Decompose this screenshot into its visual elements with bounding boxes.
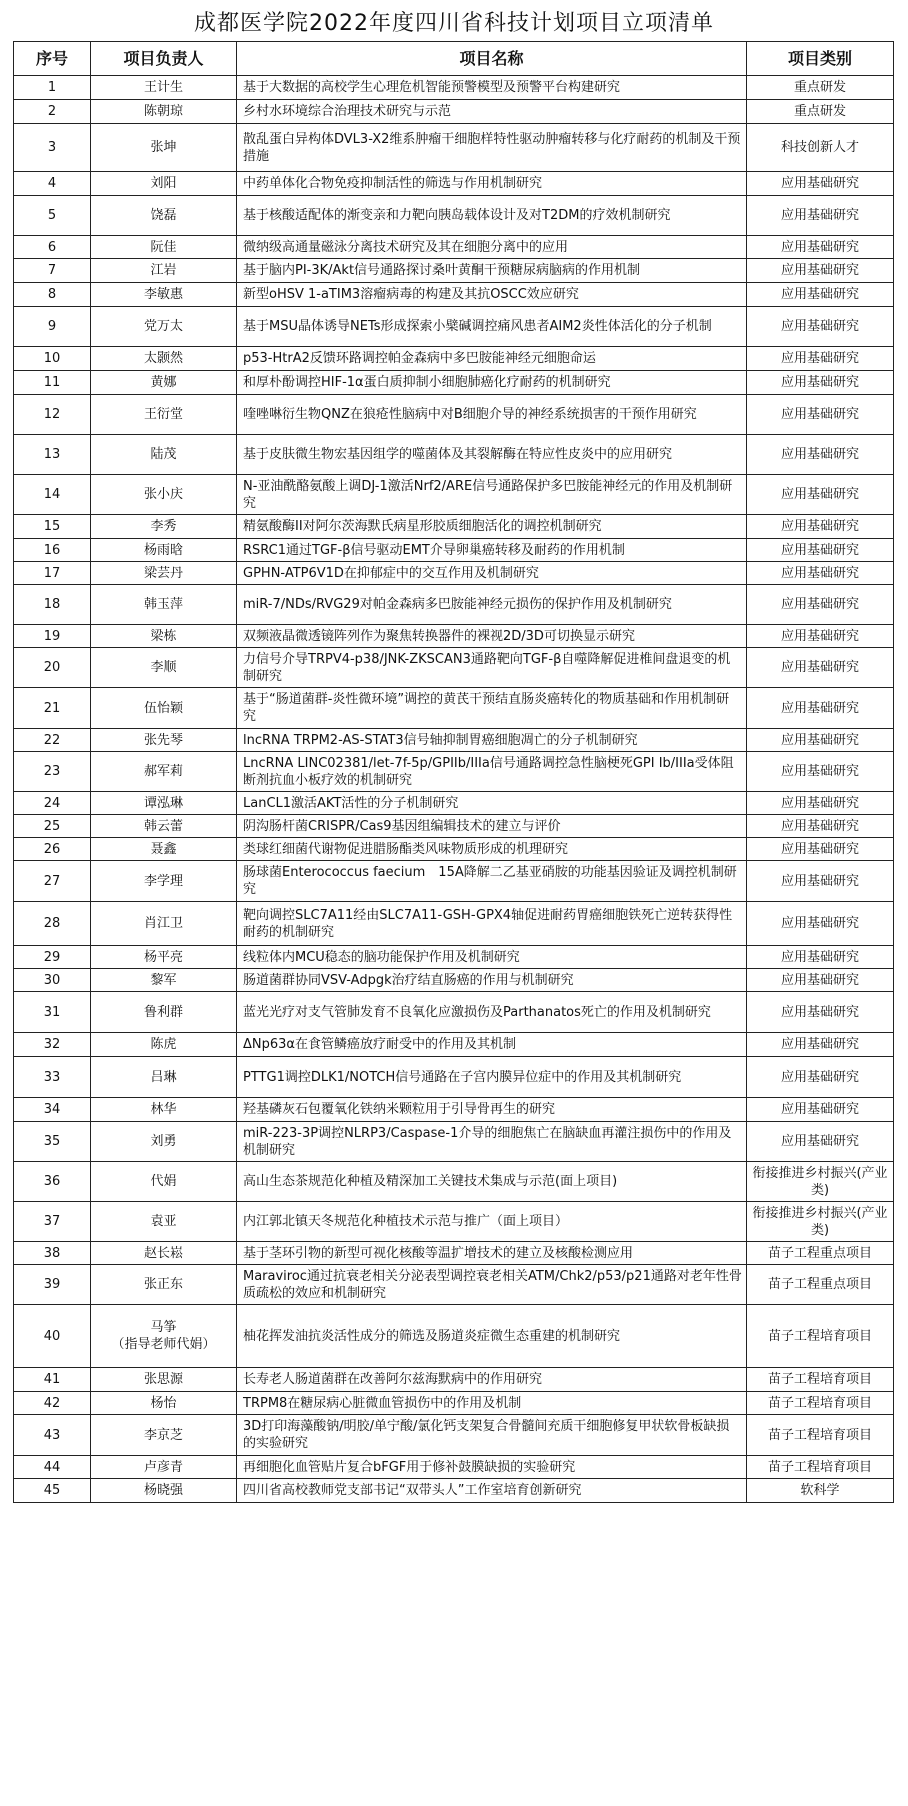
row-category: 应用基础研究 <box>747 395 894 435</box>
table-row <box>14 625 894 648</box>
row-category: 苗子工程培育项目 <box>747 1305 894 1368</box>
row-category: 应用基础研究 <box>747 946 894 969</box>
row-person: 张思源 <box>91 1368 237 1392</box>
row-project-name: 乡村水环境综合治理技术研究与示范 <box>237 100 747 124</box>
table-row <box>14 1265 894 1305</box>
row-person: 聂鑫 <box>91 838 237 861</box>
row-category: 应用基础研究 <box>747 648 894 688</box>
row-category: 应用基础研究 <box>747 815 894 838</box>
row-category: 应用基础研究 <box>747 515 894 539</box>
row-project-name: 肠道菌群协同VSV-Adpgk治疗结直肠癌的作用与机制研究 <box>237 969 747 992</box>
row-project-name: 基于“肠道菌群-炎性微环境”调控的黄芪干预结直肠炎癌转化的物质基础和作用机制研究 <box>237 688 747 729</box>
row-person: 肖江卫 <box>91 902 237 946</box>
row-number: 17 <box>14 562 91 585</box>
table-row <box>14 283 894 307</box>
row-project-name: 靶向调控SLC7A11经由SLC7A11-GSH-GPX4轴促进耐药胃癌细胞铁死亡逆转获得性耐药的机制研究 <box>237 902 747 946</box>
table-row <box>14 902 894 946</box>
row-number: 14 <box>14 475 91 515</box>
row-person: 黎军 <box>91 969 237 992</box>
table-header-row <box>14 42 894 76</box>
row-person: 谭泓琳 <box>91 792 237 815</box>
row-project-name: 中药单体化合物免疫抑制活性的筛选与作用机制研究 <box>237 172 747 196</box>
row-category: 应用基础研究 <box>747 902 894 946</box>
row-category: 苗子工程培育项目 <box>747 1392 894 1415</box>
table-row <box>14 435 894 475</box>
row-category: 苗子工程培育项目 <box>747 1415 894 1456</box>
table-row <box>14 688 894 729</box>
table-row <box>14 1305 894 1368</box>
row-project-name: 类球红细菌代谢物促进腊肠酯类风味物质形成的机理研究 <box>237 838 747 861</box>
row-project-name: 再细胞化血管贴片复合bFGF用于修补鼓膜缺损的实验研究 <box>237 1456 747 1479</box>
row-person: 陈朝琼 <box>91 100 237 124</box>
header-person: 项目负责人 <box>91 42 237 76</box>
row-category: 应用基础研究 <box>747 625 894 648</box>
row-person: 杨平亮 <box>91 946 237 969</box>
row-person: 马筝 （指导老师代娟） <box>91 1305 237 1368</box>
row-category: 应用基础研究 <box>747 475 894 515</box>
row-person: 饶磊 <box>91 196 237 236</box>
row-category: 衔接推进乡村振兴(产业类) <box>747 1162 894 1202</box>
row-project-name: miR-223-3P调控NLRP3/Caspase-1介导的细胞焦亡在脑缺血再灌注损伤中的作用及机制研究 <box>237 1122 747 1162</box>
table-row <box>14 1202 894 1242</box>
row-person: 李顺 <box>91 648 237 688</box>
row-category: 重点研发 <box>747 100 894 124</box>
row-number: 5 <box>14 196 91 236</box>
table-row <box>14 1057 894 1098</box>
row-project-name: LanCL1激活AKT活性的分子机制研究 <box>237 792 747 815</box>
row-person: 林华 <box>91 1098 237 1122</box>
header-project: 项目名称 <box>237 42 747 76</box>
table-row <box>14 100 894 124</box>
row-category: 应用基础研究 <box>747 435 894 475</box>
table-row <box>14 76 894 100</box>
row-number: 38 <box>14 1242 91 1265</box>
row-person: 杨晓强 <box>91 1479 237 1503</box>
row-project-name: miR-7/NDs/RVG29对帕金森病多巴胺能神经元损伤的保护作用及机制研究 <box>237 585 747 625</box>
table-row <box>14 648 894 688</box>
row-project-name: 柚花挥发油抗炎活性成分的筛选及肠道炎症微生态重建的机制研究 <box>237 1305 747 1368</box>
row-number: 42 <box>14 1392 91 1415</box>
row-person: 韩云蕾 <box>91 815 237 838</box>
row-project-name: LncRNA LINC02381/let-7f-5p/GPIIb/IIIa信号通路调控急性脑梗死GPI Ib/IIIa受体阻断剂抗血小板疗效的机制研究 <box>237 752 747 792</box>
row-person: 阮佳 <box>91 236 237 259</box>
row-project-name: 喹唑啉衍生物QNZ在狼疮性脑病中对B细胞介导的神经系统损害的干预作用研究 <box>237 395 747 435</box>
row-number: 36 <box>14 1162 91 1202</box>
row-project-name: 阴沟肠杆菌CRISPR/Cas9基因组编辑技术的建立与评价 <box>237 815 747 838</box>
row-project-name: 基于脑内PI-3K/Akt信号通路探讨桑叶黄酮干预糖尿病脑病的作用机制 <box>237 259 747 283</box>
row-project-name: 四川省高校教师党支部书记“双带头人”工作室培育创新研究 <box>237 1479 747 1503</box>
row-number: 16 <box>14 539 91 562</box>
row-number: 32 <box>14 1033 91 1057</box>
row-number: 25 <box>14 815 91 838</box>
row-category: 苗子工程重点项目 <box>747 1242 894 1265</box>
row-person: 赵长崧 <box>91 1242 237 1265</box>
row-person: 鲁利群 <box>91 992 237 1033</box>
table-row <box>14 124 894 172</box>
table-row <box>14 838 894 861</box>
row-number: 6 <box>14 236 91 259</box>
row-category: 应用基础研究 <box>747 371 894 395</box>
row-number: 43 <box>14 1415 91 1456</box>
row-category: 应用基础研究 <box>747 236 894 259</box>
table-row <box>14 1122 894 1162</box>
row-project-name: 基于核酸适配体的渐变亲和力靶向胰岛载体设计及对T2DM的疗效机制研究 <box>237 196 747 236</box>
row-category: 应用基础研究 <box>747 838 894 861</box>
row-number: 37 <box>14 1202 91 1242</box>
table-row <box>14 475 894 515</box>
row-number: 28 <box>14 902 91 946</box>
table-row <box>14 347 894 371</box>
row-category: 应用基础研究 <box>747 196 894 236</box>
table-row <box>14 259 894 283</box>
row-number: 11 <box>14 371 91 395</box>
row-person: 太颢然 <box>91 347 237 371</box>
row-project-name: 羟基磷灰石包覆氧化铁纳米颗粒用于引导骨再生的研究 <box>237 1098 747 1122</box>
table-body <box>14 76 894 1503</box>
row-person: 郝军莉 <box>91 752 237 792</box>
row-person: 李敏惠 <box>91 283 237 307</box>
row-category: 应用基础研究 <box>747 1057 894 1098</box>
row-project-name: 基于MSU晶体诱导NETs形成探索小檗碱调控痛风患者AIM2炎性体活化的分子机制 <box>237 307 747 347</box>
row-category: 应用基础研究 <box>747 585 894 625</box>
row-person: 梁芸丹 <box>91 562 237 585</box>
row-category: 应用基础研究 <box>747 562 894 585</box>
row-number: 18 <box>14 585 91 625</box>
table-row <box>14 992 894 1033</box>
row-person: 王衍堂 <box>91 395 237 435</box>
row-number: 7 <box>14 259 91 283</box>
row-number: 35 <box>14 1122 91 1162</box>
row-person: 江岩 <box>91 259 237 283</box>
row-person: 黄娜 <box>91 371 237 395</box>
row-project-name: GPHN-ATP6V1D在抑郁症中的交互作用及机制研究 <box>237 562 747 585</box>
row-project-name: 3D打印海藻酸钠/明胶/单宁酸/氯化钙支架复合骨髓间充质干细胞修复甲状软骨板缺损的实验研究 <box>237 1415 747 1456</box>
row-person: 代娟 <box>91 1162 237 1202</box>
row-number: 1 <box>14 76 91 100</box>
row-project-name: 蓝光光疗对支气管肺发育不良氧化应激损伤及Parthanatos死亡的作用及机制研究 <box>237 992 747 1033</box>
table-row <box>14 371 894 395</box>
table-row <box>14 585 894 625</box>
row-number: 4 <box>14 172 91 196</box>
row-number: 20 <box>14 648 91 688</box>
row-number: 41 <box>14 1368 91 1392</box>
row-number: 45 <box>14 1479 91 1503</box>
row-person: 张小庆 <box>91 475 237 515</box>
table-row <box>14 752 894 792</box>
row-number: 27 <box>14 861 91 902</box>
table-row <box>14 1368 894 1392</box>
row-number: 10 <box>14 347 91 371</box>
row-project-name: 高山生态茶规范化种植及精深加工关键技术集成与示范(面上项目) <box>237 1162 747 1202</box>
row-project-name: ΔNp63α在食管鳞癌放疗耐受中的作用及其机制 <box>237 1033 747 1057</box>
row-category: 苗子工程重点项目 <box>747 1265 894 1305</box>
row-category: 应用基础研究 <box>747 172 894 196</box>
row-project-name: TRPM8在糖尿病心脏微血管损伤中的作用及机制 <box>237 1392 747 1415</box>
row-project-name: 微纳级高通量磁泳分离技术研究及其在细胞分离中的应用 <box>237 236 747 259</box>
row-person: 韩玉萍 <box>91 585 237 625</box>
row-person: 刘勇 <box>91 1122 237 1162</box>
row-person: 李秀 <box>91 515 237 539</box>
table-row <box>14 562 894 585</box>
row-category: 应用基础研究 <box>747 688 894 729</box>
row-number: 19 <box>14 625 91 648</box>
row-category: 应用基础研究 <box>747 752 894 792</box>
row-project-name: 力信号介导TRPV4-p38/JNK-ZKSCAN3通路靶向TGF-β自噬降解促进椎间盘退变的机制研究 <box>237 648 747 688</box>
row-project-name: 线粒体内MCU稳态的脑功能保护作用及机制研究 <box>237 946 747 969</box>
table-row <box>14 1456 894 1479</box>
row-number: 26 <box>14 838 91 861</box>
row-category: 应用基础研究 <box>747 283 894 307</box>
row-category: 应用基础研究 <box>747 969 894 992</box>
table-row <box>14 236 894 259</box>
row-project-name: p53-HtrA2反馈环路调控帕金森病中多巴胺能神经元细胞命运 <box>237 347 747 371</box>
row-number: 15 <box>14 515 91 539</box>
row-category: 苗子工程培育项目 <box>747 1368 894 1392</box>
row-person: 杨雨晗 <box>91 539 237 562</box>
row-person: 陈虎 <box>91 1033 237 1057</box>
row-project-name: 精氨酸酶II对阿尔茨海默氏病星形胶质细胞活化的调控机制研究 <box>237 515 747 539</box>
row-person: 袁亚 <box>91 1202 237 1242</box>
row-category: 软科学 <box>747 1479 894 1503</box>
table-row <box>14 1098 894 1122</box>
project-table <box>13 41 894 1503</box>
row-category: 应用基础研究 <box>747 259 894 283</box>
row-project-name: 长寿老人肠道菌群在改善阿尔兹海默病中的作用研究 <box>237 1368 747 1392</box>
row-person: 党万太 <box>91 307 237 347</box>
row-project-name: Maraviroc通过抗衰老相关分泌表型调控衰老相关ATM/Chk2/p53/p21通路对老年性骨质疏松的效应和机制研究 <box>237 1265 747 1305</box>
row-category: 应用基础研究 <box>747 992 894 1033</box>
row-person: 伍怡颖 <box>91 688 237 729</box>
row-project-name: N-亚油酰酪氨酸上调DJ-1激活Nrf2/ARE信号通路保护多巴胺能神经元的作用及机制研究 <box>237 475 747 515</box>
row-project-name: 散乱蛋白异构体DVL3-X2维系肿瘤干细胞样特性驱动肿瘤转移与化疗耐药的机制及干预措施 <box>237 124 747 172</box>
row-number: 30 <box>14 969 91 992</box>
row-person: 李京芝 <box>91 1415 237 1456</box>
row-category: 应用基础研究 <box>747 347 894 371</box>
row-category: 应用基础研究 <box>747 792 894 815</box>
row-number: 40 <box>14 1305 91 1368</box>
table-row <box>14 1242 894 1265</box>
row-number: 21 <box>14 688 91 729</box>
table-row <box>14 792 894 815</box>
document-title: 成都医学院2022年度四川省科技计划项目立项清单 <box>194 11 714 36</box>
row-number: 29 <box>14 946 91 969</box>
table-row <box>14 539 894 562</box>
table-row <box>14 946 894 969</box>
table-row <box>14 172 894 196</box>
row-person: 张正东 <box>91 1265 237 1305</box>
row-number: 2 <box>14 100 91 124</box>
row-category: 应用基础研究 <box>747 1033 894 1057</box>
row-number: 33 <box>14 1057 91 1098</box>
table-row <box>14 395 894 435</box>
table-row <box>14 515 894 539</box>
row-person: 张坤 <box>91 124 237 172</box>
row-person: 梁栋 <box>91 625 237 648</box>
row-project-name: 双频液晶微透镜阵列作为聚焦转换器件的裸视2D/3D可切换显示研究 <box>237 625 747 648</box>
row-category: 重点研发 <box>747 76 894 100</box>
row-number: 22 <box>14 729 91 752</box>
row-number: 12 <box>14 395 91 435</box>
row-person: 卢彦青 <box>91 1456 237 1479</box>
row-number: 39 <box>14 1265 91 1305</box>
row-category: 应用基础研究 <box>747 307 894 347</box>
row-person: 王计生 <box>91 76 237 100</box>
row-person: 杨怡 <box>91 1392 237 1415</box>
table-row <box>14 1479 894 1503</box>
table-row <box>14 1415 894 1456</box>
row-project-name: 和厚朴酚调控HIF-1α蛋白质抑制小细胞肺癌化疗耐药的机制研究 <box>237 371 747 395</box>
table-row <box>14 196 894 236</box>
row-number: 9 <box>14 307 91 347</box>
table-row <box>14 1162 894 1202</box>
row-number: 24 <box>14 792 91 815</box>
table-row <box>14 861 894 902</box>
row-number: 8 <box>14 283 91 307</box>
table-row <box>14 815 894 838</box>
header-number: 序号 <box>14 42 91 76</box>
row-project-name: RSRC1通过TGF-β信号驱动EMT介导卵巢癌转移及耐药的作用机制 <box>237 539 747 562</box>
row-person: 吕琳 <box>91 1057 237 1098</box>
table-row <box>14 307 894 347</box>
row-project-name: 新型oHSV 1-aTIM3溶瘤病毒的构建及其抗OSCC效应研究 <box>237 283 747 307</box>
row-category: 应用基础研究 <box>747 1122 894 1162</box>
row-person: 刘阳 <box>91 172 237 196</box>
row-number: 34 <box>14 1098 91 1122</box>
table-row <box>14 729 894 752</box>
row-person: 陆茂 <box>91 435 237 475</box>
table-row <box>14 1033 894 1057</box>
row-project-name: 内江郭北镇天冬规范化种植技术示范与推广（面上项目） <box>237 1202 747 1242</box>
row-category: 科技创新人才 <box>747 124 894 172</box>
header-category: 项目类别 <box>747 42 894 76</box>
table-row <box>14 1392 894 1415</box>
row-category: 应用基础研究 <box>747 861 894 902</box>
row-person: 张先琴 <box>91 729 237 752</box>
row-project-name: PTTG1调控DLK1/NOTCH信号通路在子宫内膜异位症中的作用及其机制研究 <box>237 1057 747 1098</box>
row-person: 李学理 <box>91 861 237 902</box>
row-category: 应用基础研究 <box>747 539 894 562</box>
row-category: 应用基础研究 <box>747 729 894 752</box>
row-project-name: 肠球菌Enterococcus faecium 15A降解二乙基亚硝胺的功能基因验证及调控机制研究 <box>237 861 747 902</box>
row-project-name: 基于茎环引物的新型可视化核酸等温扩增技术的建立及核酸检测应用 <box>237 1242 747 1265</box>
row-project-name: lncRNA TRPM2-AS-STAT3信号轴抑制胃癌细胞凋亡的分子机制研究 <box>237 729 747 752</box>
row-project-name: 基于大数据的高校学生心理危机智能预警模型及预警平台构建研究 <box>237 76 747 100</box>
row-number: 13 <box>14 435 91 475</box>
row-number: 3 <box>14 124 91 172</box>
row-number: 23 <box>14 752 91 792</box>
row-category: 苗子工程培育项目 <box>747 1456 894 1479</box>
row-number: 31 <box>14 992 91 1033</box>
row-category: 应用基础研究 <box>747 1098 894 1122</box>
row-project-name: 基于皮肤微生物宏基因组学的噬菌体及其裂解酶在特应性皮炎中的应用研究 <box>237 435 747 475</box>
row-number: 44 <box>14 1456 91 1479</box>
row-category: 衔接推进乡村振兴(产业类) <box>747 1202 894 1242</box>
table-row <box>14 969 894 992</box>
